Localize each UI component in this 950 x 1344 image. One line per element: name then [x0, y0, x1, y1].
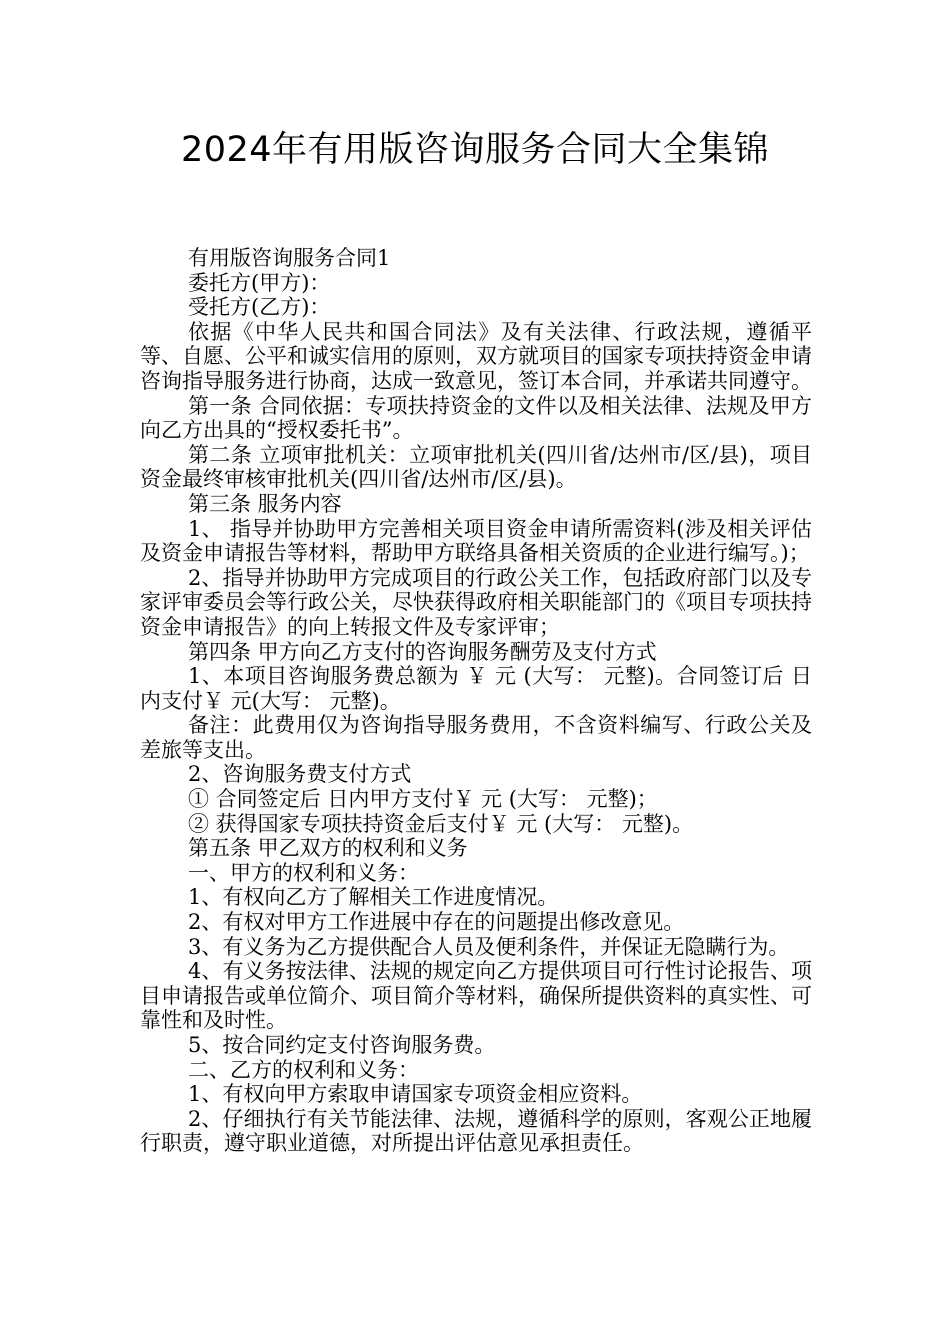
paragraph-party-b-rights: 二、乙方的权利和义务： — [188, 1057, 419, 1082]
paragraph-service-1: 1、 指导并协助甲方完善相关项目资金申请所需资料(涉及相关评估及资金申请报告等材料，帮助甲方联络具备相关资质的企业进行编写。)； — [140, 516, 812, 566]
paragraph-a-duty-5: 5、按合同约定支付咨询服务费。 — [188, 1033, 496, 1057]
paragraph-party-a: 委托方(甲方)： — [188, 270, 331, 295]
paragraph-a-right-2: 2、有权对甲方工作进展中存在的问题提出修改意见。 — [188, 910, 685, 935]
paragraph-article-3: 第三条 服务内容 — [188, 491, 342, 516]
document-body — [140, 246, 812, 1156]
paragraph-b-duty-2: 2、仔细执行有关节能法律、法规，遵循科学的原则，客观公正地履行职责，遵守职业道德，对所提出评估意见承担责任。 — [140, 1106, 812, 1156]
paragraph-payment-2: ② 获得国家专项扶持资金后支付￥ 元 (大写： 元整)。 — [188, 811, 694, 836]
document-title: 2024年有用版咨询服务合同大全集锦 — [180, 130, 770, 170]
paragraph-preamble: 依据《中华人民共和国合同法》及有关法律、行政法规，遵循平等、自愿、公平和诚实信用的原则，双方就项目的国家专项扶持资金申请咨询指导服务进行协商，达成一致意见，签订本合同，并承诺共同遵守。 — [140, 319, 812, 393]
paragraph-article-5: 第五条 甲乙双方的权利和义务 — [188, 836, 468, 861]
paragraph-party-b: 受托方(乙方)： — [188, 295, 331, 320]
paragraph-party-a-rights: 一、甲方的权利和义务： — [188, 860, 419, 885]
paragraph-service-2: 2、指导并协助甲方完成项目的行政公关工作，包括政府部门以及专家评审委员会等行政公关，尽快获得政府相关职能部门的《项目专项扶持资金申请报告》的向上转报文件及专家评审； — [140, 565, 812, 639]
paragraph-b-right-1: 1、有权向甲方索取申请国家专项资金相应资料。 — [188, 1082, 643, 1107]
paragraph-article-4: 第四条 甲方向乙方支付的咨询服务酬劳及支付方式 — [188, 639, 657, 664]
paragraph-article-2: 第二条 立项审批机关：立项审批机关(四川省/达州市/区/县)，项目资金最终审核审批机关(四川省/达州市/区/县)。 — [140, 442, 812, 492]
paragraph-a-duty-4: 4、有义务按法律、法规的规定向乙方提供项目可行性讨论报告、项目申请报告或单位简介、项目简介等材料，确保所提供资料的真实性、可靠性和及时性。 — [140, 959, 812, 1033]
paragraph-a-right-1: 1、有权向乙方了解相关工作进度情况。 — [188, 885, 559, 910]
paragraph-fee-note: 备注：此费用仅为咨询指导服务费用，不含资料编写、行政公关及差旅等支出。 — [140, 713, 812, 762]
paragraph-article-1: 第一条 合同依据：专项扶持资金的文件以及相关法律、法规及甲方向乙方出具的“授权委托书”。 — [140, 393, 812, 443]
paragraph-fee-total: 1、本项目咨询服务费总额为 ￥ 元 (大写： 元整)。合同签订后 日内支付￥ 元(大写： 元整)。 — [140, 664, 812, 713]
paragraph-payment-method: 2、咨询服务费支付方式 — [188, 762, 412, 787]
paragraph-a-duty-3: 3、有义务为乙方提供配合人员及便利条件，并保证无隐瞒行为。 — [188, 934, 790, 959]
paragraph-heading: 有用版咨询服务合同1 — [188, 246, 391, 270]
paragraph-payment-1: ① 合同签定后 日内甲方支付￥ 元 (大写： 元整)； — [188, 787, 658, 812]
